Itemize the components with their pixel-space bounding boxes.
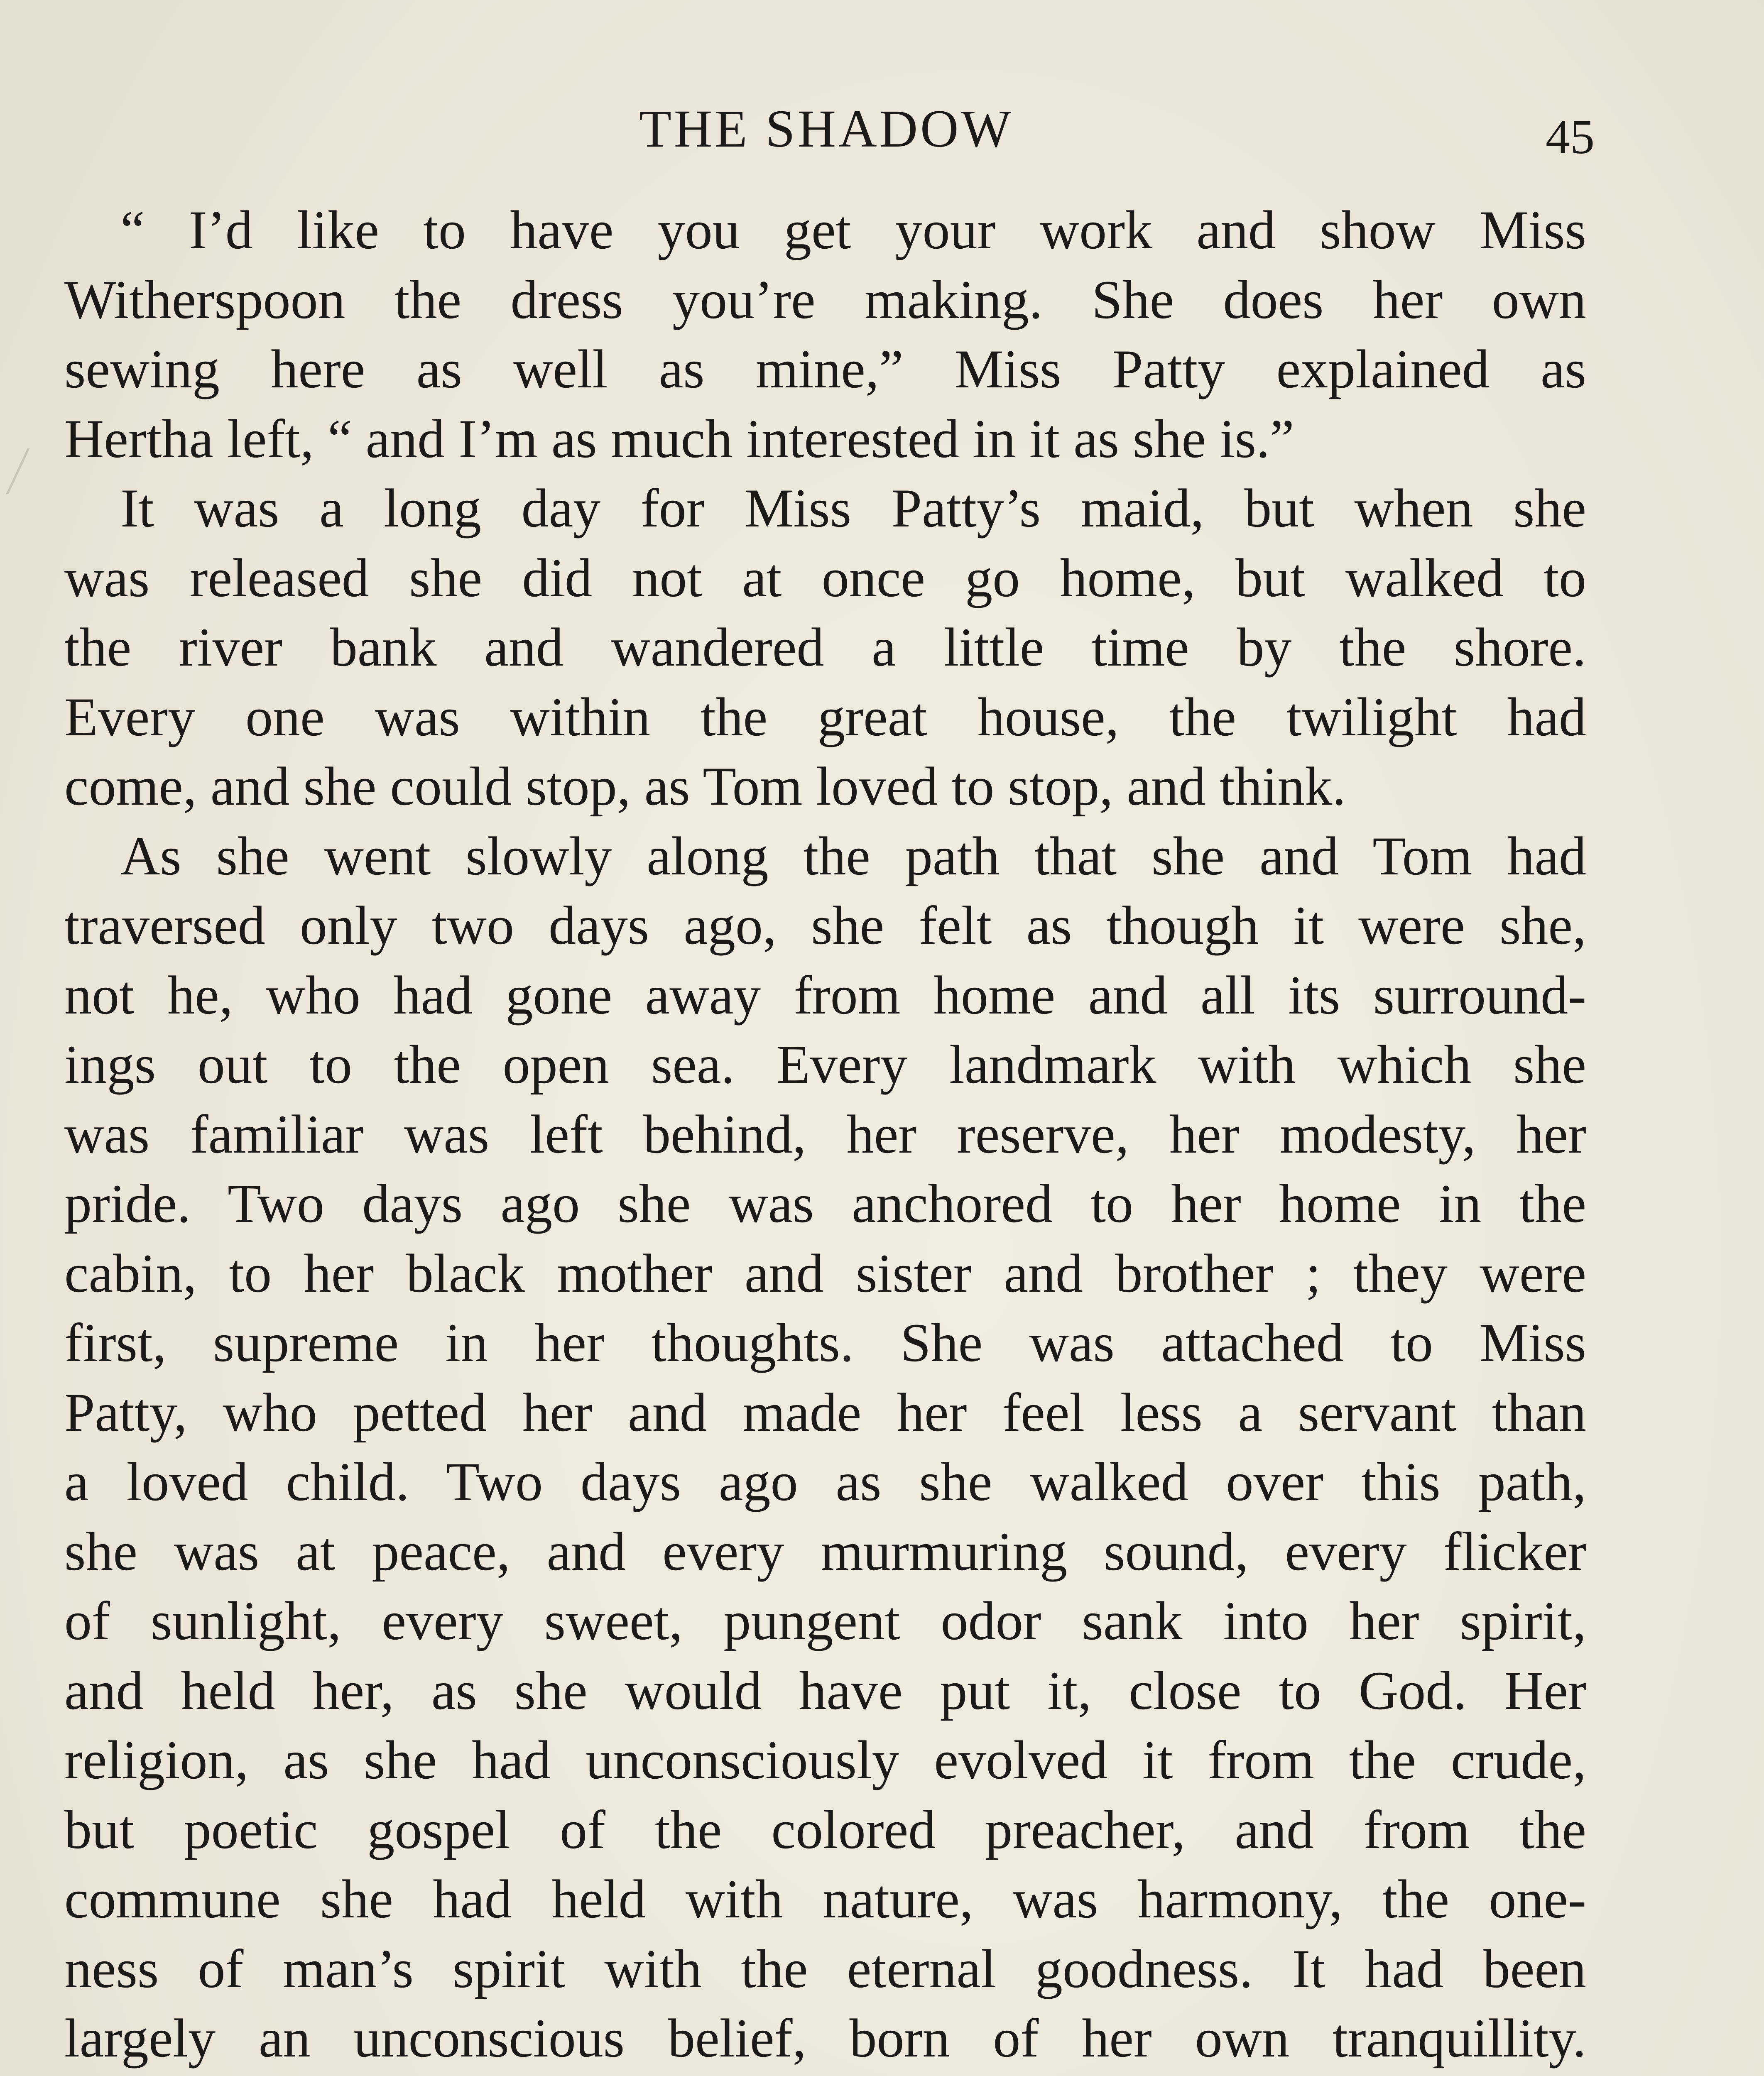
text-line: largely an unconscious belief, born of her own tranquillity. bbox=[64, 2007, 1586, 2069]
text-line: Witherspoon the dress you’re making. She does her own bbox=[64, 269, 1586, 330]
text-line: was familiar was left behind, her reserve, her modesty, her bbox=[64, 1103, 1586, 1165]
paragraph bbox=[64, 821, 1586, 2076]
text-line: come, and she could stop, as Tom loved to stop, and think. bbox=[64, 756, 1346, 817]
text-line: As she went slowly along the path that she and Tom had bbox=[120, 825, 1586, 886]
text-line: It was a long day for Miss Patty’s maid, but when she bbox=[120, 477, 1586, 539]
text-line: “ I’d like to have you get your work and show Miss bbox=[120, 199, 1586, 260]
text-line: ness of man’s spirit with the eternal goodness. It had been bbox=[64, 1938, 1586, 1999]
text-line bbox=[64, 2073, 1586, 2076]
text-line: ings out to the open sea. Every landmark with which she bbox=[64, 1034, 1586, 1095]
text-line: pride. Two days ago she was anchored to her home in the bbox=[64, 1173, 1586, 1234]
text-line: the river bank and wandered a little time by the shore. bbox=[64, 617, 1586, 678]
text-line: traversed only two days ago, she felt as though it were she, bbox=[64, 895, 1586, 956]
text-line: but poetic gospel of the colored preacher, and from the bbox=[64, 1799, 1586, 1860]
running-head bbox=[66, 91, 1595, 166]
text-line: was released she did not at once go home, but walked to bbox=[64, 547, 1586, 608]
running-title: THE SHADOW bbox=[639, 99, 1014, 158]
text-line: commune she had held with nature, was harmony, the one- bbox=[64, 1868, 1586, 1929]
paragraph bbox=[64, 195, 1586, 473]
page-number: 45 bbox=[1546, 110, 1595, 164]
text-line: a loved child. Two days ago as she walked over this path, bbox=[64, 1451, 1586, 1512]
text-line: Every one was within the great house, the twilight had bbox=[64, 686, 1586, 747]
text-line: religion, as she had unconsciously evolved it from the crude, bbox=[64, 1729, 1586, 1790]
text-line: and held her, as she would have put it, close to God. Her bbox=[64, 1660, 1586, 1721]
text-line: sewing here as well as mine,” Miss Patty explained as bbox=[64, 338, 1586, 399]
text-line: Hertha left, “ and I’m as much interested in it as she is.” bbox=[64, 408, 1294, 469]
paragraph bbox=[64, 473, 1586, 821]
text-line: not he, who had gone away from home and all its surround- bbox=[64, 964, 1586, 1026]
body-text bbox=[64, 195, 1586, 2076]
text-line: cabin, to her black mother and sister and brother ; they were bbox=[64, 1242, 1586, 1304]
text-line: first, supreme in her thoughts. She was attached to Miss bbox=[64, 1312, 1586, 1373]
text-line: of sunlight, every sweet, pungent odor sank into her spirit, bbox=[64, 1590, 1586, 1651]
text-line: she was at peace, and every murmuring sound, every flicker bbox=[64, 1520, 1586, 1582]
pencil-margin-mark bbox=[6, 448, 59, 494]
text-line: Patty, who petted her and made her feel less a servant than bbox=[64, 1381, 1586, 1443]
